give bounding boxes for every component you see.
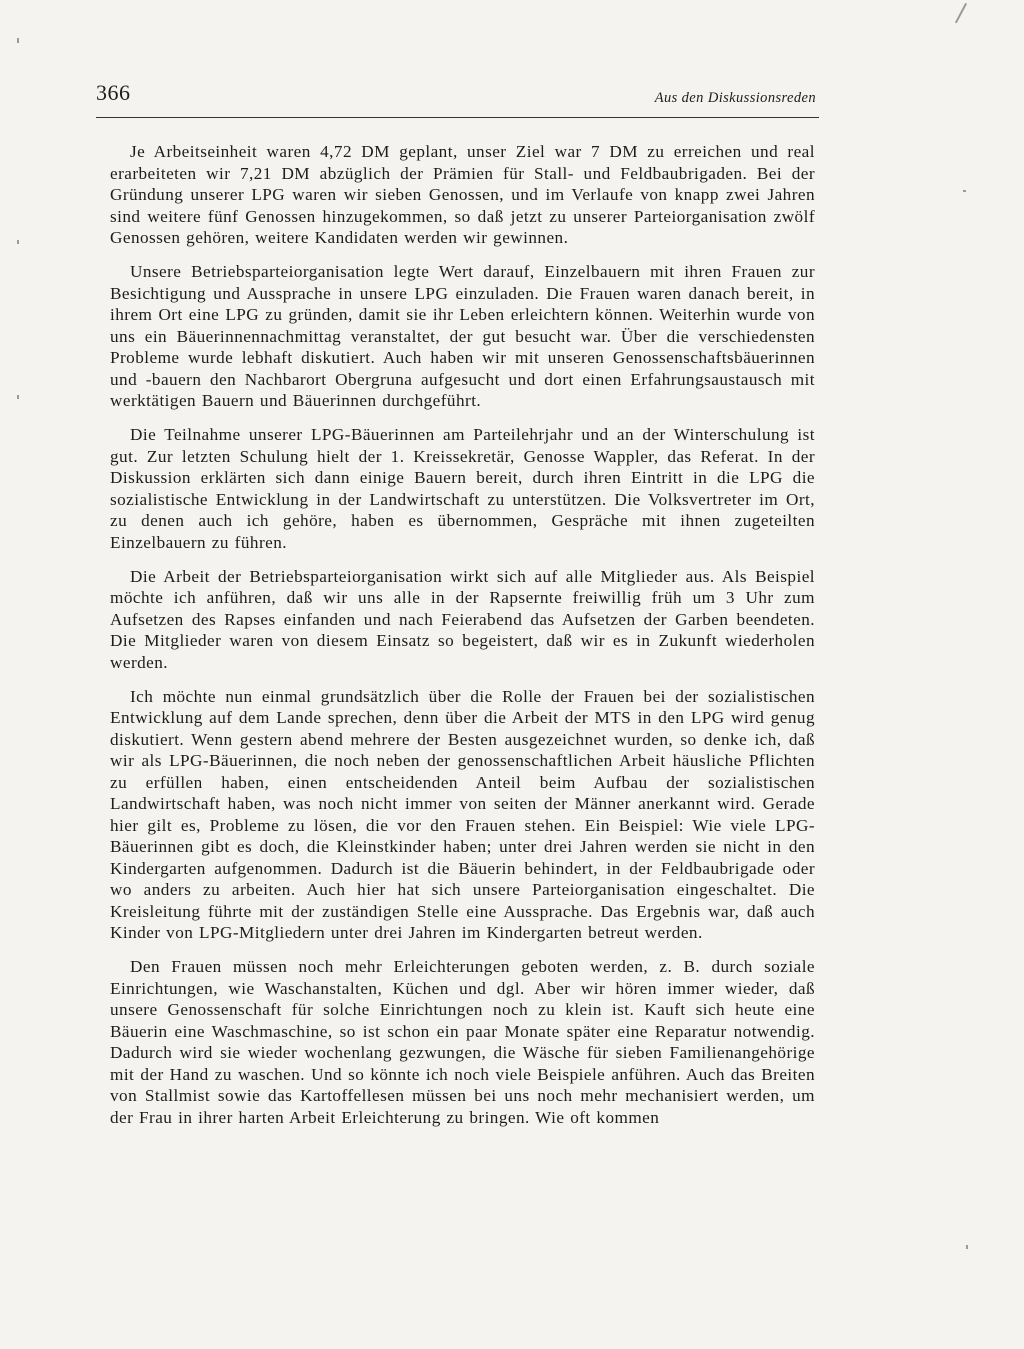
- scan-artifact-dot: [963, 190, 966, 192]
- paragraph: Die Arbeit der Betriebsparteiorganisation wirkt sich auf alle Mitglieder aus. Als Beispiel möchte ich anführen, daß wir uns alle in der Rapsernte freiwillig früh um 3 Uhr zum Aufsetzen des Rapses einfanden und nach Feierabend das Aufsetzen der Garben beendeten. Die Mitglieder waren von diesem Einsatz so begeistert, daß wir es in Zukunft wiederholen werden.: [110, 566, 815, 672]
- scan-artifact-dot: [17, 240, 19, 244]
- scan-artifact-corner-stroke: [955, 3, 967, 23]
- paragraph: Ich möchte nun einmal grundsätzlich über die Rolle der Frauen bei der sozialistischen Entwicklung auf dem Lande sprechen, denn über die Arbeit der MTS in den LPG wird genug diskutiert. Wenn gestern abend mehrere der Besten ausgezeichnet wurden, so denke ich, daß wir als LPG-Bäuerinnen, die noch neben der genossenschaftlichen Arbeit häusliche Pflichten zu erfüllen haben, einen entscheidenden Anteil beim Aufbau der sozialistischen Landwirtschaft haben, was noch nicht immer von seiten der Männer anerkannt wird. Gerade hier gilt es, Probleme zu lösen, die vor den Frauen stehen. Ein Beispiel: Wie viele LPG-Bäuerinnen gibt es doch, die Kleinstkinder haben; unter drei Jahren werden sie nicht in den Kindergarten aufgenommen. Dadurch ist die Bäuerin behindert, in der Feldbaubrigade oder wo anders zu arbeiten. Auch hier hat sich unsere Parteiorganisation eingeschaltet. Die Kreisleitung führte mit der zuständigen Stelle eine Aussprache. Das Ergebnis war, daß auch Kinder von LPG-Mitgliedern unter drei Jahren im Kindergarten betreut werden.: [110, 686, 815, 942]
- scan-artifact-dot: [17, 395, 19, 399]
- scan-artifact-dot: [966, 1245, 968, 1249]
- paragraph: Je Arbeitseinheit waren 4,72 DM geplant, unser Ziel war 7 DM zu erreichen und real erarbeiteten wir 7,21 DM abzüglich der Prämien für Stall- und Feldbaubrigaden. Bei der Gründung unserer LPG waren wir sieben Genossen, und im Verlaufe von knapp zwei Jahren sind weitere fünf Genossen hinzugekommen, so daß jetzt zu unserer Parteiorganisation zwölf Genossen gehören, weitere Kandidaten werden wir gewinnen.: [110, 142, 815, 247]
- header-rule: [96, 117, 819, 118]
- running-head: Aus den Diskussionsreden: [654, 90, 816, 106]
- scan-artifact-dot: [17, 38, 19, 43]
- paragraph: Unsere Betriebsparteiorganisation legte Wert darauf, Einzelbauern mit ihren Frauen zur Besichtigung und Aussprache in unsere LPG einzuladen. Die Frauen waren danach bereit, in ihrem Ort eine LPG zu gründen, damit sie ihr Leben erleichtern können. Weiterhin wurde von uns ein Bäuerinnennachmittag veranstaltet, der gut besucht war. Über die verschiedensten Probleme wurde lebhaft diskutiert. Auch haben wir mit unseren Genossenschaftsbäuerinnen und -bauern den Nachbarort Obergruna aufgesucht und dort einen Erfahrungsaustausch mit werktätigen Bauern und Bäuerinnen durchgeführt.: [110, 262, 815, 410]
- body-text: [110, 141, 815, 1141]
- paragraph: Den Frauen müssen noch mehr Erleichterungen geboten werden, z. B. durch soziale Einrichtungen, wie Waschanstalten, Küchen und dgl. Aber wir hören immer wieder, daß unsere Genossenschaft für solche Einrichtungen noch zu klein ist. Kauft sich heute eine Bäuerin eine Waschmaschine, so ist schon ein paar Monate später eine Reparatur notwendig. Dadurch wird sie wieder wochenlang gezwungen, die Wäsche für sieben Familienangehörige mit der Hand zu waschen. Und so könnte ich noch viele Beispiele anführen. Auch das Breiten von Stallmist sowie das Kartoffellesen müssen bei uns noch mehr mechanisiert werden, um der Frau in ihrer harten Arbeit Erleichterung zu bringen. Wie oft kommen: [110, 957, 815, 1127]
- paragraph: Die Teilnahme unserer LPG-Bäuerinnen am Parteilehrjahr und an der Winterschulung ist gut. Zur letzten Schulung hielt der 1. Kreissekretär, Genosse Wappler, das Referat. In der Diskussion erklärten sich dann einige Bauern bereit, durch ihren Eintritt in die LPG die sozialistische Entwicklung in der Landwirtschaft zu unterstützen. Die Volksvertreter im Ort, zu denen auch ich gehöre, haben es übernommen, Gespräche mit ihnen zugeteilten Einzelbauern zu führen.: [110, 425, 815, 552]
- page-number: 366: [96, 80, 131, 105]
